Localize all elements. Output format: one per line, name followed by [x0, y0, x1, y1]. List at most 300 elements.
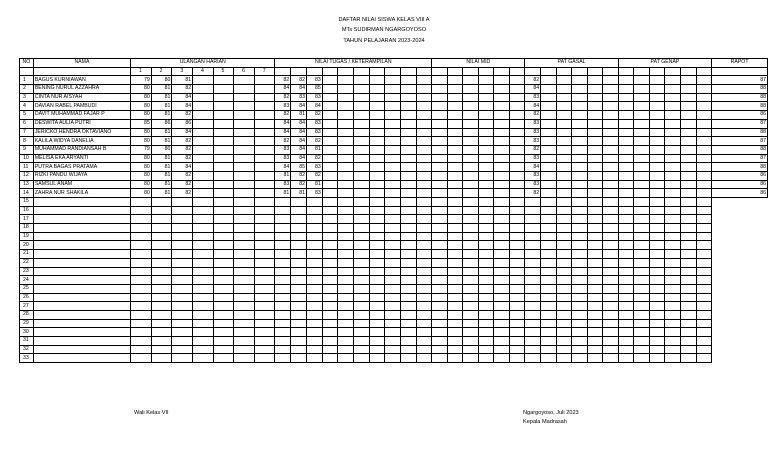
table-row [20, 111, 768, 120]
empty-cell [587, 232, 603, 241]
empty-cell [193, 128, 214, 137]
empty-cell [681, 93, 697, 102]
empty-cell [213, 302, 234, 311]
empty-cell [603, 102, 619, 111]
empty-cell [369, 145, 385, 154]
empty-cell [603, 128, 619, 137]
empty-cell [681, 189, 697, 198]
empty-cell [172, 302, 193, 311]
empty-cell [478, 137, 494, 146]
empty-cell [572, 154, 588, 163]
row-number: 2 [20, 85, 34, 94]
empty-cell [151, 206, 172, 215]
empty-cell [556, 154, 572, 163]
place-date: Ngargoyoso, Juli 2023 [523, 410, 579, 416]
empty-cell [681, 345, 697, 354]
empty-cell [385, 145, 401, 154]
header-row [20, 59, 768, 68]
empty-cell [213, 337, 234, 346]
empty-cell [234, 250, 255, 259]
tugas-score: 81 [275, 171, 291, 180]
uh-score: 86 [151, 119, 172, 128]
empty-cell [254, 328, 275, 337]
empty-cell [338, 224, 354, 233]
empty-cell [478, 85, 494, 94]
empty-cell [478, 328, 494, 337]
empty-cell [556, 267, 572, 276]
empty-cell [696, 154, 712, 163]
empty-cell [432, 180, 448, 189]
uh-score: 80 [131, 171, 152, 180]
tugas-score: 85 [291, 163, 307, 172]
empty-cell [541, 302, 557, 311]
empty-cell [234, 328, 255, 337]
empty-cell [541, 128, 557, 137]
empty-cell [193, 328, 214, 337]
empty-cell [603, 310, 619, 319]
empty-cell [447, 258, 463, 267]
row-number: 23 [20, 267, 34, 276]
empty-cell [432, 241, 448, 250]
empty-cell [556, 119, 572, 128]
uh-score: 84 [172, 163, 193, 172]
empty-cell [649, 328, 665, 337]
empty-cell [478, 145, 494, 154]
empty-cell [618, 328, 634, 337]
empty-cell [696, 102, 712, 111]
empty-cell [494, 119, 510, 128]
empty-cell [696, 180, 712, 189]
empty-cell [254, 337, 275, 346]
empty-cell [338, 319, 354, 328]
empty-cell [603, 293, 619, 302]
empty-cell [556, 180, 572, 189]
empty-cell [234, 258, 255, 267]
empty-cell [603, 145, 619, 154]
empty-cell [322, 276, 338, 285]
empty-cell [254, 258, 275, 267]
empty-cell [131, 267, 152, 276]
empty-cell [322, 337, 338, 346]
empty-cell [432, 128, 448, 137]
empty-cell [618, 232, 634, 241]
empty-cell [603, 241, 619, 250]
empty-cell [432, 293, 448, 302]
empty-cell [338, 267, 354, 276]
empty-cell [354, 85, 370, 94]
tugas-score: 83 [307, 119, 323, 128]
empty-cell [634, 328, 650, 337]
empty-cell [385, 328, 401, 337]
empty-cell [447, 206, 463, 215]
empty-cell [665, 250, 681, 259]
uh-score: 82 [172, 111, 193, 120]
empty-cell [572, 319, 588, 328]
empty-cell [432, 76, 448, 85]
empty-cell [509, 276, 525, 285]
empty-cell [603, 284, 619, 293]
empty-cell [478, 267, 494, 276]
empty-cell [369, 232, 385, 241]
empty-cell [541, 337, 557, 346]
empty-cell [603, 354, 619, 363]
empty-cell [151, 232, 172, 241]
empty-cell [400, 102, 416, 111]
empty-cell [618, 111, 634, 120]
empty-cell [400, 354, 416, 363]
empty-cell [509, 267, 525, 276]
empty-cell [665, 119, 681, 128]
empty-cell [681, 302, 697, 311]
empty-cell [463, 85, 479, 94]
empty-cell [603, 76, 619, 85]
table-row [20, 354, 768, 363]
empty-cell [618, 293, 634, 302]
empty-cell [254, 345, 275, 354]
empty-cell [572, 267, 588, 276]
empty-cell [509, 328, 525, 337]
row-number: 15 [20, 198, 34, 207]
empty-cell [525, 215, 541, 224]
empty-cell [338, 250, 354, 259]
empty-cell [572, 111, 588, 120]
empty-cell [33, 328, 130, 337]
empty-cell [151, 328, 172, 337]
subheader-blank [416, 67, 432, 76]
empty-cell [254, 215, 275, 224]
empty-cell [131, 276, 152, 285]
empty-cell [572, 119, 588, 128]
row-number: 4 [20, 102, 34, 111]
empty-cell [494, 319, 510, 328]
empty-cell [696, 302, 712, 311]
empty-cell [432, 345, 448, 354]
row-number: 21 [20, 250, 34, 259]
empty-cell [131, 310, 152, 319]
empty-cell [587, 85, 603, 94]
empty-cell [369, 76, 385, 85]
rapot-score: 86 [712, 111, 768, 120]
empty-cell [587, 310, 603, 319]
empty-cell [322, 171, 338, 180]
empty-cell [432, 111, 448, 120]
empty-cell [234, 302, 255, 311]
empty-cell [369, 337, 385, 346]
empty-cell [525, 293, 541, 302]
empty-cell [478, 154, 494, 163]
subheader-blank [463, 67, 479, 76]
empty-cell [618, 93, 634, 102]
empty-cell [338, 145, 354, 154]
empty-cell [354, 76, 370, 85]
empty-cell [696, 276, 712, 285]
empty-cell [432, 163, 448, 172]
subheader-blank [432, 67, 448, 76]
empty-cell [369, 189, 385, 198]
empty-cell [649, 319, 665, 328]
empty-cell [291, 319, 307, 328]
empty-cell [234, 206, 255, 215]
empty-cell [572, 276, 588, 285]
empty-cell [322, 354, 338, 363]
empty-cell [151, 276, 172, 285]
tugas-score: 83 [307, 163, 323, 172]
empty-cell [400, 310, 416, 319]
empty-cell [603, 111, 619, 120]
empty-cell [618, 189, 634, 198]
uh-score: 81 [151, 128, 172, 137]
subheader-blank [649, 67, 665, 76]
empty-cell [275, 267, 291, 276]
empty-cell [541, 119, 557, 128]
empty-cell [385, 215, 401, 224]
empty-cell [541, 102, 557, 111]
empty-cell [696, 337, 712, 346]
table-row [20, 137, 768, 146]
empty-cell [131, 206, 152, 215]
empty-cell [322, 111, 338, 120]
empty-cell [354, 145, 370, 154]
empty-cell [696, 250, 712, 259]
empty-cell [338, 137, 354, 146]
empty-cell [696, 128, 712, 137]
uh-score: 80 [131, 128, 152, 137]
empty-cell [463, 345, 479, 354]
tugas-score: 83 [275, 154, 291, 163]
uh-score: 81 [151, 189, 172, 198]
empty-cell [213, 258, 234, 267]
empty-cell [416, 189, 432, 198]
empty-cell [322, 189, 338, 198]
empty-cell [696, 137, 712, 146]
empty-cell [478, 250, 494, 259]
empty-cell [509, 189, 525, 198]
empty-cell [587, 241, 603, 250]
empty-cell [603, 215, 619, 224]
empty-cell [681, 293, 697, 302]
empty-cell [556, 354, 572, 363]
student-name: PUTRA BAGAS PRATAMA [33, 163, 130, 172]
student-name: ZAHRA NUR SHAKILA [33, 189, 130, 198]
empty-cell [587, 76, 603, 85]
empty-cell [447, 137, 463, 146]
empty-cell [618, 85, 634, 94]
empty-cell [447, 337, 463, 346]
empty-cell [603, 206, 619, 215]
empty-cell [556, 128, 572, 137]
empty-cell [400, 154, 416, 163]
empty-cell [556, 224, 572, 233]
empty-cell [494, 267, 510, 276]
empty-cell [275, 198, 291, 207]
empty-cell [307, 354, 323, 363]
empty-cell [478, 215, 494, 224]
empty-cell [556, 345, 572, 354]
empty-cell [556, 206, 572, 215]
tugas-score: 82 [275, 111, 291, 120]
empty-cell [275, 293, 291, 302]
empty-cell [213, 102, 234, 111]
empty-cell [275, 328, 291, 337]
empty-cell [463, 302, 479, 311]
empty-cell [33, 215, 130, 224]
empty-cell [463, 189, 479, 198]
empty-cell [665, 267, 681, 276]
empty-cell [338, 337, 354, 346]
subheader-blank [338, 67, 354, 76]
empty-cell [322, 319, 338, 328]
empty-cell [385, 93, 401, 102]
empty-cell [416, 171, 432, 180]
empty-cell [478, 111, 494, 120]
empty-cell [234, 171, 255, 180]
empty-cell [131, 215, 152, 224]
empty-cell [254, 128, 275, 137]
empty-cell [193, 137, 214, 146]
empty-cell [603, 258, 619, 267]
empty-cell [254, 310, 275, 319]
empty-cell [556, 319, 572, 328]
student-name: DAVIAN RABEL PAMBUDI [33, 102, 130, 111]
empty-cell [234, 293, 255, 302]
empty-cell [681, 198, 697, 207]
empty-cell [447, 250, 463, 259]
empty-cell [213, 345, 234, 354]
empty-cell [696, 224, 712, 233]
uh-score: 80 [151, 76, 172, 85]
empty-cell [322, 76, 338, 85]
empty-cell [354, 215, 370, 224]
empty-cell [193, 198, 214, 207]
empty-cell [254, 163, 275, 172]
empty-cell [213, 128, 234, 137]
empty-cell [416, 302, 432, 311]
empty-cell [509, 102, 525, 111]
empty-cell [494, 302, 510, 311]
empty-cell [385, 154, 401, 163]
empty-cell [369, 102, 385, 111]
empty-cell [432, 93, 448, 102]
empty-cell [432, 276, 448, 285]
uh-score: 81 [151, 154, 172, 163]
empty-cell [254, 85, 275, 94]
empty-cell [478, 163, 494, 172]
tugas-score: 81 [307, 145, 323, 154]
empty-cell [338, 93, 354, 102]
table-row [20, 85, 768, 94]
empty-cell [509, 302, 525, 311]
empty-cell [432, 354, 448, 363]
empty-cell [307, 345, 323, 354]
empty-cell [213, 319, 234, 328]
empty-cell [494, 310, 510, 319]
empty-cell [338, 345, 354, 354]
empty-cell [556, 241, 572, 250]
empty-cell [478, 241, 494, 250]
table-row [20, 328, 768, 337]
empty-cell [541, 276, 557, 285]
empty-cell [172, 241, 193, 250]
row-number: 7 [20, 128, 34, 137]
empty-cell [587, 319, 603, 328]
table-row [20, 180, 768, 189]
empty-cell [385, 76, 401, 85]
student-name: DESWITA AULIA PUTRI [33, 119, 130, 128]
empty-cell [234, 93, 255, 102]
empty-cell [432, 102, 448, 111]
empty-cell [385, 310, 401, 319]
empty-cell [478, 189, 494, 198]
empty-cell [587, 189, 603, 198]
empty-cell [665, 224, 681, 233]
empty-cell [338, 198, 354, 207]
empty-cell [275, 284, 291, 293]
empty-cell [385, 189, 401, 198]
empty-cell [416, 293, 432, 302]
empty-cell [525, 345, 541, 354]
empty-cell [354, 111, 370, 120]
empty-cell [509, 284, 525, 293]
empty-cell [254, 250, 275, 259]
empty-cell [603, 337, 619, 346]
empty-cell [322, 241, 338, 250]
empty-cell [275, 319, 291, 328]
empty-cell [385, 337, 401, 346]
empty-cell [572, 258, 588, 267]
empty-cell [385, 111, 401, 120]
empty-cell [649, 171, 665, 180]
empty-cell [681, 337, 697, 346]
empty-cell [307, 232, 323, 241]
empty-cell [131, 258, 152, 267]
tugas-score: 84 [275, 128, 291, 137]
uh-score: 81 [151, 171, 172, 180]
empty-cell [416, 319, 432, 328]
empty-cell [400, 224, 416, 233]
pat-gasal-score: 83 [525, 137, 541, 146]
empty-cell [369, 224, 385, 233]
empty-cell [416, 76, 432, 85]
empty-cell [193, 111, 214, 120]
empty-cell [634, 128, 650, 137]
row-number: 9 [20, 145, 34, 154]
empty-cell [234, 354, 255, 363]
uh-score: 81 [151, 180, 172, 189]
empty-cell [463, 163, 479, 172]
empty-cell [213, 119, 234, 128]
empty-cell [649, 137, 665, 146]
tugas-score: 83 [291, 93, 307, 102]
empty-cell [463, 258, 479, 267]
empty-cell [193, 232, 214, 241]
empty-cell [509, 319, 525, 328]
student-name: DAVIT MUHAMMAD FAJAR P [33, 111, 130, 120]
empty-cell [307, 258, 323, 267]
empty-cell [234, 241, 255, 250]
empty-cell [131, 232, 152, 241]
empty-cell [509, 180, 525, 189]
empty-cell [369, 215, 385, 224]
empty-cell [338, 302, 354, 311]
empty-cell [649, 284, 665, 293]
empty-cell [463, 206, 479, 215]
empty-cell [618, 241, 634, 250]
empty-cell [681, 284, 697, 293]
uh-score: 81 [151, 102, 172, 111]
empty-cell [587, 276, 603, 285]
empty-cell [400, 258, 416, 267]
subheader-blank [587, 67, 603, 76]
